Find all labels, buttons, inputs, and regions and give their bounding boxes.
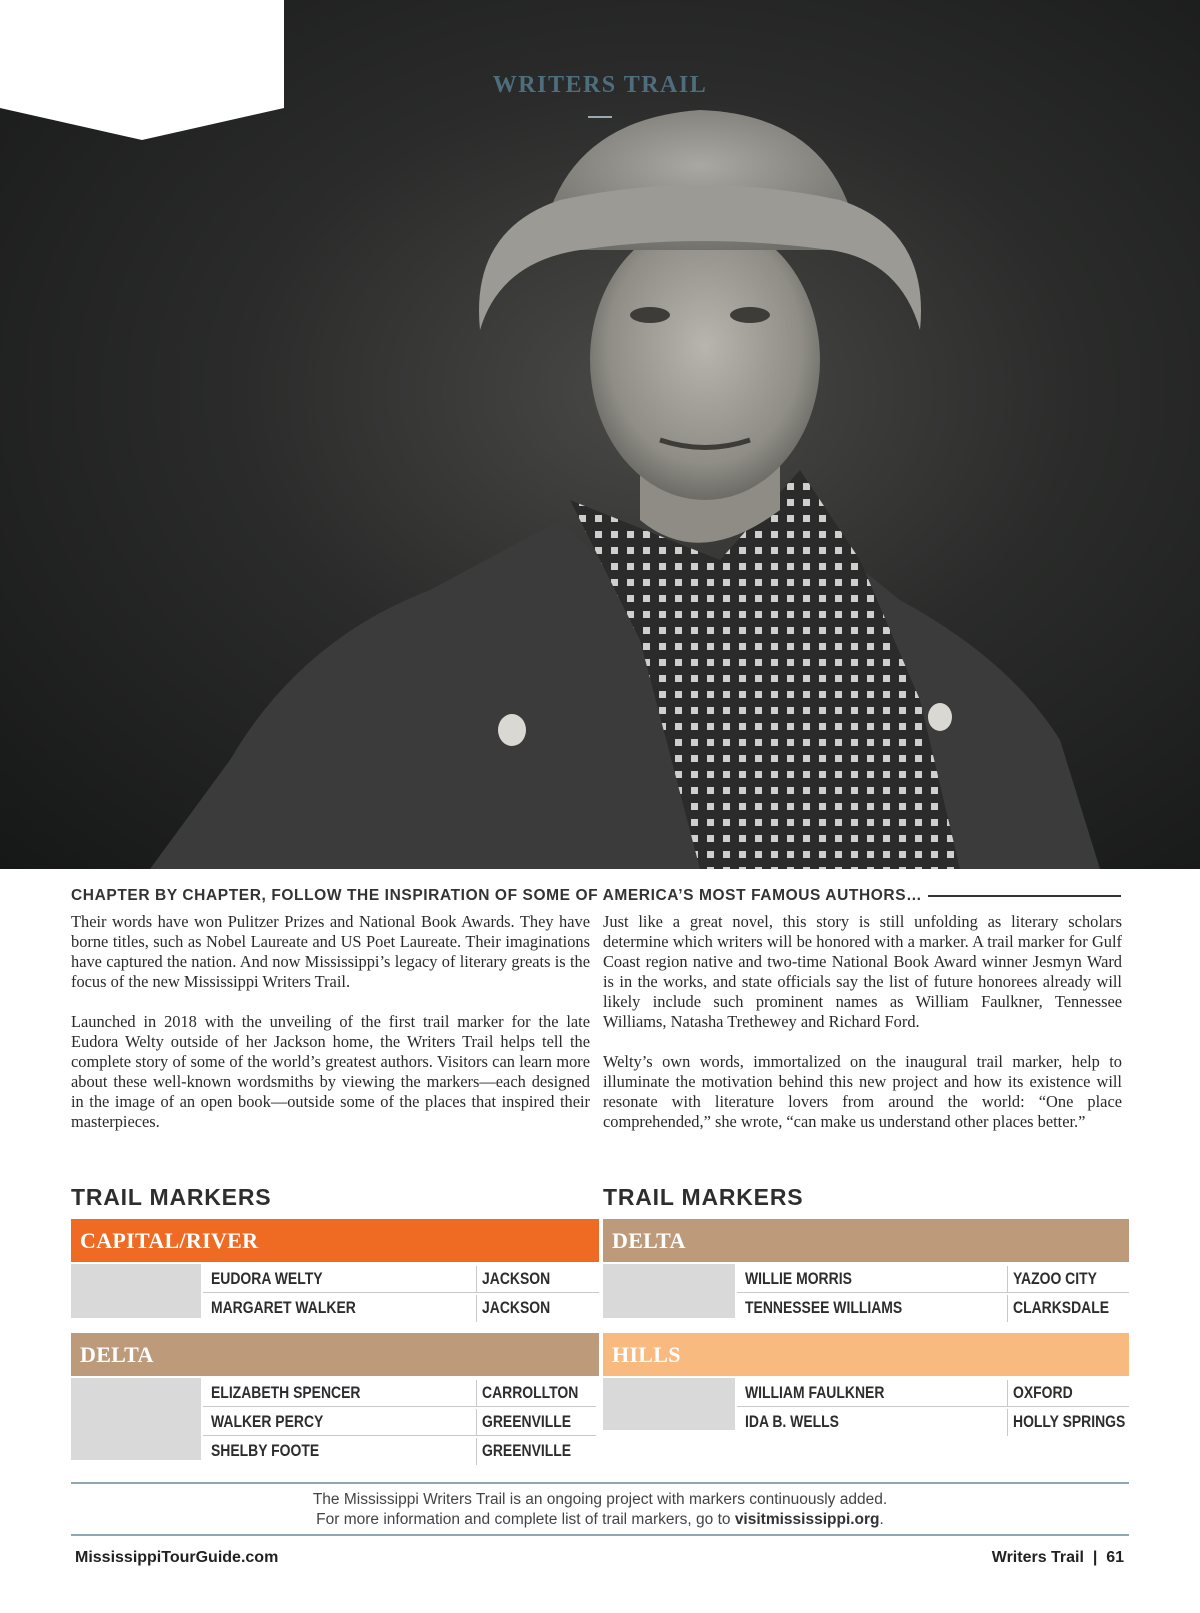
table-row xyxy=(203,1264,599,1293)
city-name: CLARKSDALE xyxy=(1013,1298,1110,1317)
footer-note-line2 xyxy=(71,1510,1129,1530)
page-number: 61 xyxy=(1106,1549,1124,1566)
region-header-delta: DELTA xyxy=(603,1219,1129,1262)
table-row xyxy=(737,1378,1129,1407)
table-row xyxy=(737,1407,1129,1436)
author-name: ELIZABETH SPENCER xyxy=(211,1383,361,1402)
table-row xyxy=(203,1436,599,1465)
region-header-delta: DELTA xyxy=(71,1333,599,1376)
table-row xyxy=(203,1293,599,1322)
column-divider xyxy=(476,1380,477,1407)
trail-markers-heading-right: TRAIL MARKERS xyxy=(603,1184,804,1210)
city-name: OXFORD xyxy=(1013,1383,1073,1402)
column-divider xyxy=(476,1295,477,1322)
city-name: YAZOO CITY xyxy=(1013,1269,1097,1288)
column-divider xyxy=(476,1409,477,1436)
city-name: HOLLY SPRINGS xyxy=(1013,1412,1126,1431)
author-name: WILLIE MORRIS xyxy=(745,1269,852,1288)
paragraph: Their words have won Pulitzer Prizes and National Book Awards. They have borne titles, such as Nobel Laureate and US Poet Laureate. Their imaginations have captured the nation. And now Mississippi’s legacy of literary greats is the focus of the new Mississippi Writers Trail. xyxy=(71,912,590,991)
marker-thumbnail xyxy=(603,1264,735,1318)
city-name: GREENVILLE xyxy=(482,1412,572,1431)
column-divider xyxy=(476,1266,477,1293)
column-divider xyxy=(1007,1295,1008,1322)
footer-rule-top xyxy=(71,1482,1129,1484)
column-divider xyxy=(1007,1409,1008,1436)
footer-note-prefix: For more information and complete list of trail markers, go to xyxy=(316,1511,735,1528)
table-row xyxy=(737,1293,1129,1322)
section-tab-title: WRITERS TRAIL xyxy=(492,72,708,98)
region-header-hills: HILLS xyxy=(603,1333,1129,1376)
kicker-text: CHAPTER BY CHAPTER, FOLLOW THE INSPIRATION OF SOME OF AMERICA’S MOST FAMOUS AUTHORS… xyxy=(71,887,923,904)
marker-thumbnail xyxy=(71,1264,201,1318)
author-name: WALKER PERCY xyxy=(211,1412,324,1431)
author-name: SHELBY FOOTE xyxy=(211,1441,320,1460)
region-header-capital-river: CAPITAL/RIVER xyxy=(71,1219,599,1262)
column-divider xyxy=(1007,1266,1008,1293)
section-tab xyxy=(0,0,284,140)
footer-folio xyxy=(992,1549,1124,1567)
paragraph: Welty’s own words, immortalized on the inaugural trail marker, help to illuminate the motivation behind this new project and how its existence will resonate with literature lovers from around the world: “One place comprehended,” she wrote, “can make us understand other places better.” xyxy=(603,1052,1122,1131)
footer-note-line1: The Mississippi Writers Trail is an ongoing project with markers continuously added. xyxy=(312,1491,888,1508)
city-name: JACKSON xyxy=(482,1298,551,1317)
footer-section: Writers Trail xyxy=(991,1549,1084,1566)
marker-thumbnail xyxy=(603,1378,735,1430)
footer-rule-bottom xyxy=(71,1534,1129,1536)
footer-link[interactable]: visitmississippi.org xyxy=(734,1511,880,1528)
intro-column-right xyxy=(603,912,1122,1152)
trail-markers-heading-left: TRAIL MARKERS xyxy=(71,1184,272,1210)
paragraph: Just like a great novel, this story is still unfolding as literary scholars determine which writers will be honored with a marker. A trail marker for Gulf Coast region native and two-time National Book Award winner Jesmyn Ward is in the works, and state officials say the list of future honorees already will likely include such prominent names as William Faulkner, Tennessee Williams, Natasha Trethewey and Richard Ford. xyxy=(603,912,1122,1031)
author-name: WILLIAM FAULKNER xyxy=(745,1383,885,1402)
paragraph: Launched in 2018 with the unveiling of the first trail marker for the late Eudora Welty outside of her Jackson home, the Writers Trail helps tell the complete story of some of the world’s greatest authors. Visitors can learn more about these well-known wordsmiths by viewing the markers—each designed in the image of an open book—outside some of the places that inspired their masterpieces. xyxy=(71,1012,590,1131)
footer-note-suffix: . xyxy=(879,1511,884,1528)
author-name: IDA B. WELLS xyxy=(745,1412,839,1431)
kicker-rule xyxy=(928,895,1121,897)
table-row xyxy=(203,1378,599,1407)
city-name: JACKSON xyxy=(482,1269,551,1288)
marker-thumbnail xyxy=(71,1378,201,1460)
table-row xyxy=(203,1407,599,1436)
author-name: EUDORA WELTY xyxy=(211,1269,323,1288)
table-row xyxy=(737,1264,1129,1293)
author-name: MARGARET WALKER xyxy=(211,1298,356,1317)
intro-column-left xyxy=(71,912,590,1152)
folio-separator: | xyxy=(1092,1549,1098,1566)
intro-kicker xyxy=(71,885,1121,907)
city-name: GREENVILLE xyxy=(482,1441,572,1460)
city-name: CARROLLTON xyxy=(482,1383,579,1402)
column-divider xyxy=(476,1438,477,1465)
tab-divider xyxy=(588,116,612,118)
column-divider xyxy=(1007,1380,1008,1407)
author-name: TENNESSEE WILLIAMS xyxy=(745,1298,903,1317)
footer-site[interactable]: MississippiTourGuide.com xyxy=(75,1549,279,1566)
